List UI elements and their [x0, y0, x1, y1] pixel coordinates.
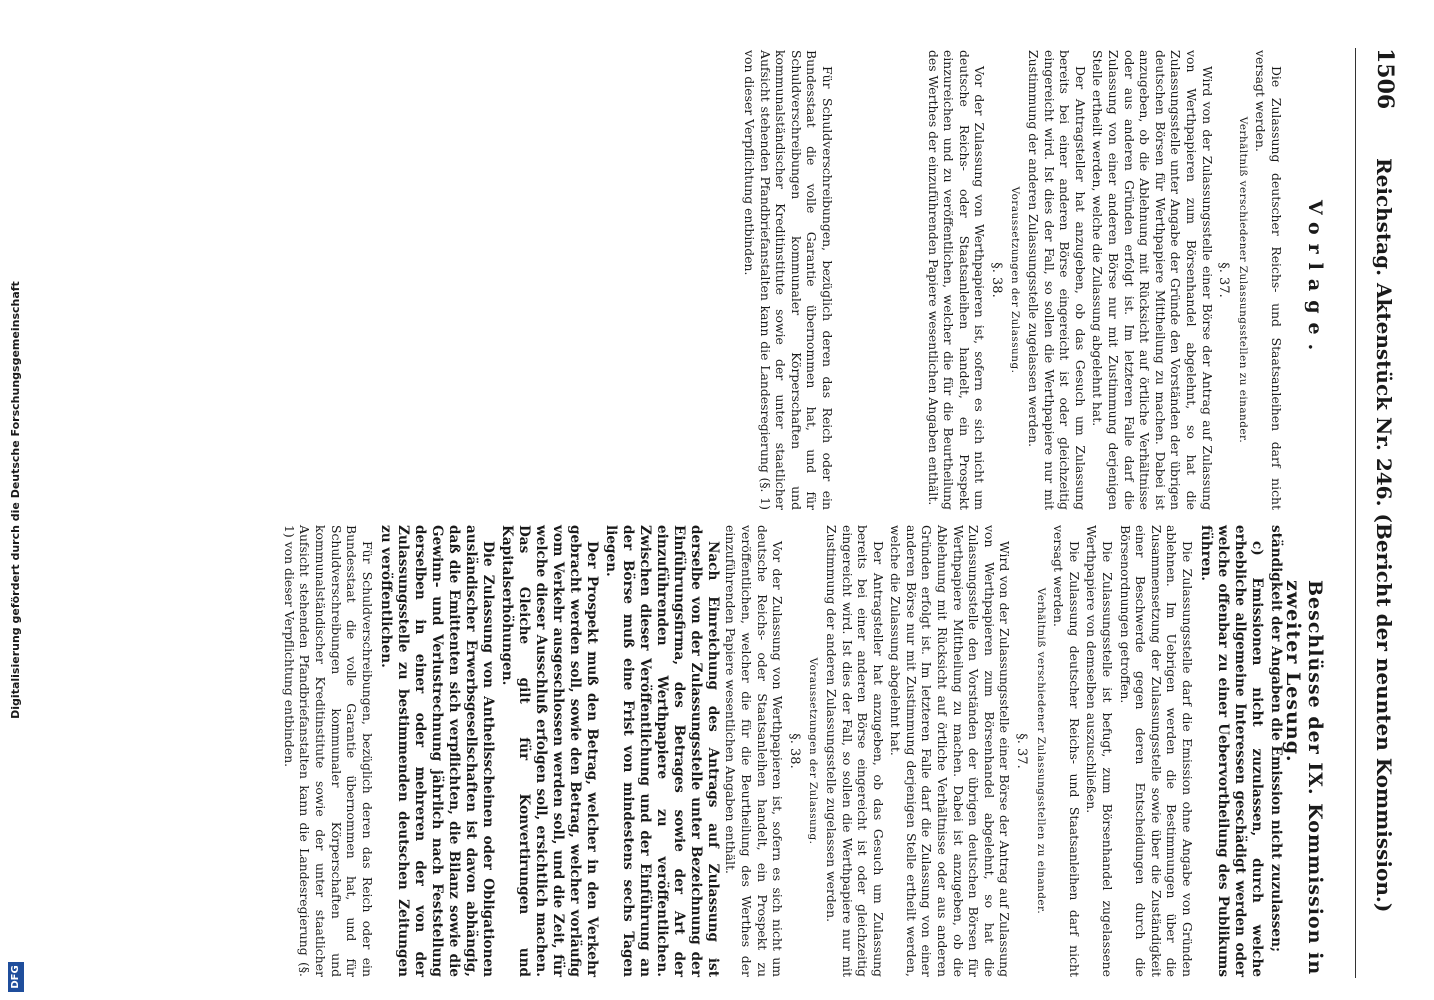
right-p3: Der Antragsteller hat anzugeben, ob das Gesuch um Zulassung bereits bei einer anderen Börse eingereicht ist oder gleichzeitig eingereicht wird. Ist dies der Fall, so sollen die Werthpapiere nur mit Zustimmung der anderen Zulassungsstelle zugelassen werden. — [823, 525, 886, 977]
right-subheading-1: Verhältniß verschiedener Zulassungsstellen zu einander. — [1034, 587, 1047, 915]
right-b2: c) Emissionen nicht zuzulassen, durch welche erhebliche allgemeine Interessen geschädigt werden oder welche offenbar zu einer Uebervortheilung des Publikums führen. — [1198, 525, 1265, 977]
right-b1: ständigkeit der Angaben die Emission nicht zuzulassen; — [1268, 525, 1284, 952]
left-section-37: §. 37. — [1216, 262, 1232, 298]
left-column — [739, 50, 1284, 510]
left-p4: Vor der Zulassung von Werthpapieren ist, sofern es sich nicht um deutsche Reichs- oder Staatsanleihen handelt, ein Prospekt einzureichen und zu veröffentlichen, welcher die für die Beurtheilung des Werthes der einzuführenden Papiere wesentlichen Angaben enthält. — [925, 50, 988, 510]
left-subheading-1: Verhältniß verschiedener Zulassungsstellen zu einander. — [1236, 116, 1249, 444]
right-section-38: §. 38. — [786, 733, 802, 769]
right-p4: Vor der Zulassung von Werthpapieren ist, sofern es sich nicht um deutsche Reichs- oder Staatsanleihen handelt, ein Prospekt zu veröffentlichen, welcher die für die Beurtheilung des Werthes der einzuführenden Papiere wesentlichen Angaben enthält. — [723, 525, 786, 977]
left-p5: Für Schuldverschreibungen, bezüglich deren das Reich oder ein Bundesstaat die volle Garantie übernommen hat, und für Schuldverschreibungen kommunaler Körperschaften und kommunalständischer Kreditinstitute sowie der unter staatlicher Aufsicht stehenden Pfandbriefanstalten kann die Landesregierung (§. 1) von dieser Verpflichtung entbinden. — [741, 50, 835, 510]
left-spacer — [835, 50, 923, 510]
left-p3: Der Antragsteller hat anzugeben, ob das Gesuch um Zulassung bereits bei einer anderen Börse eingereicht ist oder gleichzeitig eingereicht wird. Ist dies der Fall, so sollen die Werthpapiere nur mit Zustimmung der anderen Zulassungsstelle zugelassen werden. — [1026, 50, 1088, 510]
right-p1: Die Zulassung deutscher Reichs- und Staatsanleihen darf nicht versagt werden. — [1051, 525, 1082, 977]
left-subheading-2: Voraussetzungen der Zulassung. — [1009, 186, 1022, 374]
running-title: Reichstag. Aktenstück Nr. 246. (Bericht der neunten Kommission.) — [1372, 158, 1396, 913]
right-b4: Nach Einreichung des Antrags auf Zulassung ist derselbe von der Zulassungsstelle unter Bezeichnung der Einführungsfirma, des Betrages sowie der Art der einzuführenden Werthpapiere zu veröffentlichen. Zwischen dieser Veröffentlichung und der Einführung an der Börse muß eine Frist von mindestens sechs Tagen liegen. — [602, 525, 721, 977]
right-subheading-2: Voraussetzungen der Zulassung. — [807, 657, 820, 845]
right-p0: Die Zulassungsstelle ist befugt, zum Börsenhandel zugelassene Werthpapiere von demselben auszuschließen. — [1084, 525, 1116, 977]
digitization-note: Digitalisierung gefördert durch die Deutsche Forschungsgemeinschaft — [9, 281, 22, 719]
right-b3: Die Zulassungsstelle darf die Emission ohne Angabe von Gründen ablehnen. Im Uebrigen werden die Bestimmungen über die Zusammensetzung der Zulassungsstelle sowie über die Zuständigkeit einer Beschwerde gegen deren Entscheidungen durch die Börsenordnungen getroffen. — [1117, 525, 1195, 977]
dfg-logo: DFG — [8, 962, 24, 992]
page-number: 1506 — [1372, 48, 1398, 110]
right-column — [279, 525, 1284, 977]
left-column-heading: Vorlage. — [1304, 200, 1326, 360]
right-b5: Der Prospekt muß den Betrag, welcher in den Verkehr gebracht werden soll, sowie den Betrag, welcher vorläufig vom Verkehr ausgeschlossen werden soll, und die Zeit, für welche dieser Ausschluß erfolgen soll, ersichtlich machen. Das Gleiche gilt für Konvertirungen und Kapitalserhöhungen. — [498, 525, 600, 977]
left-section-38: §. 38. — [988, 262, 1004, 298]
right-p2: Wird von der Zulassungsstelle einer Börse der Antrag auf Zulassung von Werthpapieren zum Börsenhandel abgelehnt, so hat die Zulassungsstelle den Vorständen der übrigen deutschen Börsen für Werthpapiere Mittheilung zu machen. Dabei ist anzugeben, ob die Ablehnung mit Rücksicht auf örtliche Verhältnisse oder aus anderen Gründen erfolgt ist. Im letzteren Falle darf die Zulassung von einer anderen Börse nur mit Zustimmung derjenigen Stelle ertheilt werden, welche die Zulassung abgelehnt hat. — [888, 525, 1013, 977]
left-p1: Die Zulassung deutscher Reichs- und Staatsanleihen darf nicht versagt werden. — [1253, 50, 1284, 510]
right-column-heading: Beschlüsse der IX. Kommission in zweiter Lesung. — [1282, 580, 1326, 976]
right-p5: Für Schuldverschreibungen, bezüglich deren das Reich oder ein Bundesstaat die volle Garantie übernommen hat, und für Schuldverschreibungen kommunaler Körperschaften und kommunalständischer Kreditinstitute sowie der unter staatlicher Aufsicht stehenden Pfandbriefanstalten kann die Landesregierung (§. 1) von dieser Verpflichtung entbinden. — [281, 525, 375, 977]
header-rule — [1355, 48, 1356, 978]
right-b6: Die Zulassung von Antheilsscheinen oder Obligationen ausländischer Erwerbsgesellschaften ist davon abhängig, daß die Emittenten sich verpflichten, die Bilanz sowie die Gewinn- und Verlustrechnung jährlich nach Feststellung derselben in einer oder mehreren der von der Zulassungsstelle zu bestimmenden deutschen Zeitungen zu veröffentlichen. — [377, 525, 496, 977]
right-section-37: §. 37. — [1014, 733, 1030, 769]
page-header — [1358, 48, 1398, 978]
left-p2: Wird von der Zulassungsstelle einer Börse der Antrag auf Zulassung von Werthpapieren zum Börsenhandel abgelehnt, so hat die Zulassungsstelle unter Angabe der Gründe den Vorständen der übrigen deutschen Börsen für Werthpapiere Mittheilung zu machen. Dabei ist anzugeben, ob die Ablehnung mit Rücksicht auf örtliche Verhältnisse oder aus anderen Gründen erfolgt ist. Im letzteren Falle darf die Zulassung von einer anderen Börse nur mit Zustimmung derjenigen Stelle ertheilt werden, welche die Zulassung abgelehnt hat. — [1090, 50, 1215, 510]
